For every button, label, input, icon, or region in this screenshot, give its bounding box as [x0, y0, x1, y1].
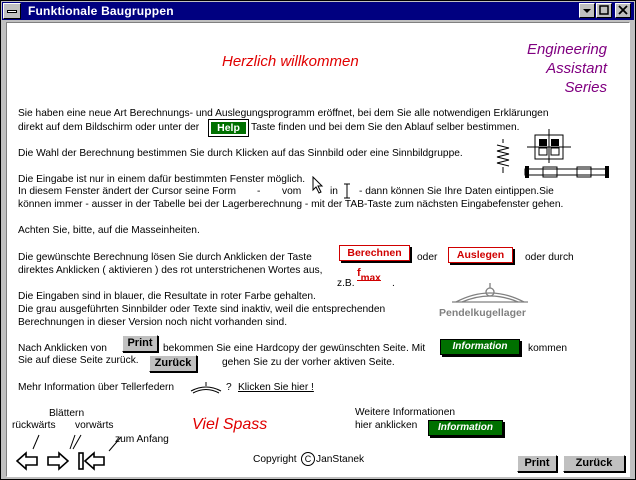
brand-line-3: Series — [564, 79, 607, 96]
information-inline-button[interactable]: Information — [440, 339, 520, 355]
author-label: JanStanek — [316, 454, 365, 465]
content-area — [6, 22, 630, 477]
blaettern-label: Blättern — [49, 408, 85, 419]
minimize-icon — [580, 4, 594, 17]
shaft-icon — [525, 166, 609, 178]
system-menu-icon[interactable] — [3, 3, 21, 19]
print-button[interactable]: Print — [517, 455, 557, 472]
close-button[interactable] — [615, 3, 631, 18]
calc-line-1b: oder durch — [525, 252, 574, 263]
teller-text: Mehr Information über Tellerfedern — [18, 382, 175, 393]
brand-line-2: Assistant — [546, 60, 607, 77]
berechnen-button[interactable]: Berechnen — [339, 245, 410, 261]
copyright-symbol: C — [301, 452, 315, 466]
teller-question: ? — [226, 382, 232, 393]
weitere-line-2: hier anklicken — [355, 420, 418, 431]
symbol-group-icon[interactable] — [495, 129, 609, 185]
bearing-icon — [527, 129, 571, 163]
fmax-f: f — [357, 267, 361, 279]
colors-line-2: Die grau ausgeführten Sinnbilder oder Texte sind inaktiv, weil die entsprechenden — [18, 304, 386, 315]
first-page-icon[interactable] — [77, 451, 105, 471]
achten-text: Achten Sie, bitte, auf die Masseinheiten. — [18, 225, 200, 236]
minimize-button[interactable] — [579, 3, 595, 18]
eingabe-dash: - — [257, 186, 261, 197]
intro-line-2b: Taste finden und bei dem Sie den Ablauf selber bestimmen. — [251, 122, 520, 133]
viel-spass-text: Viel Spass — [192, 416, 268, 433]
rueckwaerts-label: rückwärts — [12, 420, 56, 431]
calc-oder: oder — [417, 252, 438, 263]
spring-icon — [497, 139, 509, 173]
forward-arrow-icon[interactable] — [47, 451, 69, 471]
fmax-link[interactable] — [357, 267, 381, 284]
eingabe-in: in — [330, 186, 338, 197]
intro-line-1: Sie haben eine neue Art Berechnungs- und Auslegungsprogramm eröffnet, bei dem Sie alle notwendigen Erklärungen — [18, 108, 549, 119]
auslegen-button[interactable]: Auslegen — [448, 247, 513, 263]
close-icon — [616, 4, 630, 17]
print-line-2a: Sie auf diese Seite zurück. — [18, 355, 139, 366]
print-line-1b: bekommen Sie eine Hardcopy der gewünschten Seite. Mit — [163, 343, 426, 354]
eingabe-line-3: können immer - ausser in der Tabelle bei der Lagerberechnung - mit der TAB-Taste zum nächsten Eingabefenster gehen. — [18, 199, 564, 210]
pendelkugellager-icon — [450, 282, 530, 306]
tellerfeder-icon[interactable] — [189, 381, 223, 395]
wahl-text: Die Wahl der Berechnung bestimmen Sie durch Klicken auf das Sinnbild oder eine Sinnbildgruppe. — [18, 148, 463, 159]
zurueck-button[interactable]: Zurück — [563, 455, 625, 472]
eingabe-line-2e: - dann können Sie Ihre Daten eintippen.Sie — [359, 186, 554, 197]
weitere-line-1: Weitere Informationen — [355, 407, 456, 418]
print-line-1c: kommen — [528, 343, 568, 354]
eingabe-vom: vom — [282, 186, 302, 197]
eingabe-line-1: Die Eingabe ist nur in einem dafür bestimmten Fenster möglich. — [18, 174, 306, 185]
pendelkugellager-label: Pendelkugellager — [439, 307, 526, 319]
welcome-heading: Herzlich willkommen — [222, 53, 359, 70]
brand-block — [487, 40, 607, 97]
maximize-button[interactable] — [596, 3, 612, 18]
colors-line-3: Berechnungen in dieser Version noch nicht vorhanden sind. — [18, 317, 288, 328]
copyright-label: Copyright — [253, 454, 297, 465]
help-button[interactable]: Help — [209, 120, 248, 136]
eingabe-line-2a: In diesem Fenster ändert der Cursor seine Form — [18, 186, 236, 197]
anfang-label: zum Anfang — [115, 434, 169, 445]
colors-line-1: Die Eingaben sind in blauer, die Resultate in roter Farbe gehalten. — [18, 291, 316, 302]
maximize-icon — [597, 4, 611, 17]
text-cursor-icon — [343, 183, 351, 199]
vorwaerts-label: vorwärts — [75, 420, 114, 431]
calc-line-2: direktes Anklicken ( aktivieren ) des rot unterstrichenen Wortes aus, — [18, 265, 323, 276]
print-inline-button[interactable]: Print — [122, 335, 158, 352]
brand-line-1: Engineering — [526, 41, 607, 58]
information-footer-button[interactable]: Information — [428, 420, 503, 436]
teller-link[interactable]: Klicken Sie hier ! — [238, 382, 314, 393]
fmax-dot: . — [392, 278, 395, 289]
window-title: Funktionale Baugruppen — [28, 4, 174, 18]
back-arrow-icon[interactable] — [16, 451, 38, 471]
zurueck-inline-button[interactable]: Zurück — [149, 355, 197, 372]
title-bar[interactable] — [2, 2, 634, 20]
fmax-sub: max — [360, 273, 381, 284]
print-line-2b: gehen Sie zu der vorher aktiven Seite. — [222, 357, 395, 368]
intro-line-2a: direkt auf dem Bildschirm oder unter der — [18, 122, 200, 133]
calc-line-1a: Die gewünschte Berechnung lösen Sie durch Anklicken der Taste — [18, 252, 312, 263]
calc-zb: z.B. — [337, 278, 355, 289]
arrow-cursor-icon — [312, 176, 324, 194]
print-line-1a: Nach Anklicken von — [18, 343, 107, 354]
